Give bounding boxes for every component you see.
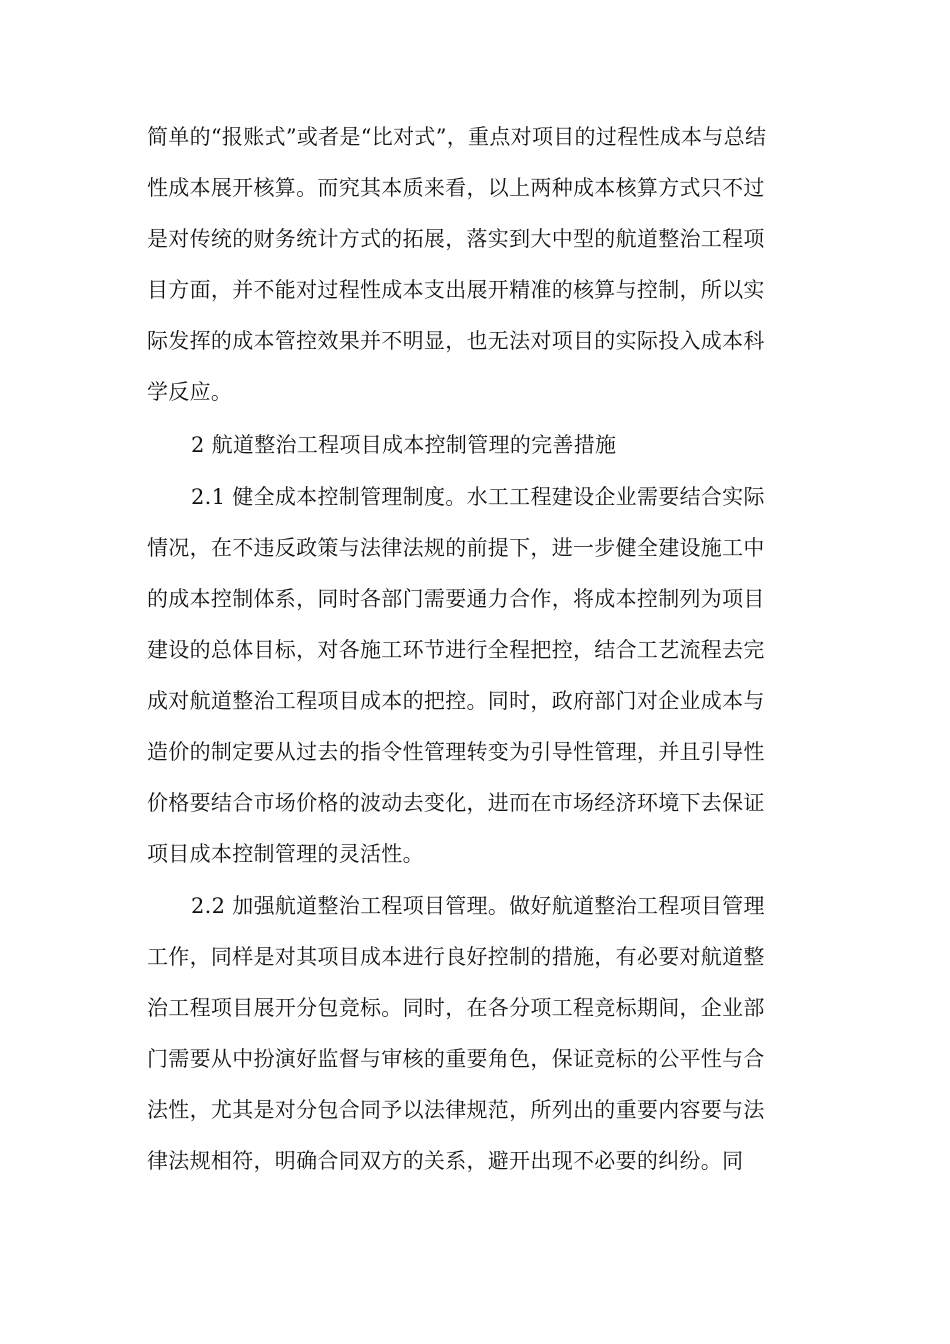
text-line: 2.1 健全成本控制管理制度。水工工程建设企业需要结合实际 <box>191 485 765 509</box>
text-line: 2.2 加强航道整治工程项目管理。做好航道整治工程项目管理 <box>191 894 765 918</box>
paragraph-cost-accounting <box>147 112 803 418</box>
paragraph-2-1 <box>147 472 803 880</box>
text-line: 治工程项目展开分包竞标。同时，在各分项工程竞标期间，企业部 <box>147 996 765 1020</box>
text-line: 学反应。 <box>147 380 233 404</box>
text-line: 的成本控制体系，同时各部门需要通力合作，将成本控制列为项目 <box>147 587 765 611</box>
text-line: 造价的制定要从过去的指令性管理转变为引导性管理，并且引导性 <box>147 740 765 764</box>
text-line: 际发挥的成本管控效果并不明显，也无法对项目的实际投入成本科 <box>147 329 765 353</box>
text-line: 目方面，并不能对过程性成本支出展开精准的核算与控制，所以实 <box>147 278 765 302</box>
paragraph-2-2 <box>147 881 803 1187</box>
text-line: 成对航道整治工程项目成本的把控。同时，政府部门对企业成本与 <box>147 689 765 713</box>
text-line: 工作，同样是对其项目成本进行良好控制的措施，有必要对航道整 <box>147 945 765 969</box>
text-line: 律法规相符，明确合同双方的关系，避开出现不必要的纠纷。同 <box>147 1149 744 1173</box>
heading-text: 2 航道整治工程项目成本控制管理的完善措施 <box>191 433 617 457</box>
text-line: 情况，在不违反政策与法律法规的前提下，进一步健全建设施工中 <box>147 536 765 560</box>
text-line: 建设的总体目标，对各施工环节进行全程把控，结合工艺流程去完 <box>147 638 765 662</box>
section-heading <box>147 420 803 471</box>
text-line: 项目成本控制管理的灵活性。 <box>147 842 424 866</box>
text-line: 价格要结合市场价格的波动去变化，进而在市场经济环境下去保证 <box>147 791 765 815</box>
text-line: 性成本展开核算。而究其本质来看，以上两种成本核算方式只不过 <box>147 176 765 200</box>
text-line: 简单的“报账式”或者是“比对式”，重点对项目的过程性成本与总结 <box>147 125 767 149</box>
text-line: 是对传统的财务统计方式的拓展，落实到大中型的航道整治工程项 <box>147 227 765 251</box>
text-line: 门需要从中扮演好监督与审核的重要角色，保证竞标的公平性与合 <box>147 1047 765 1071</box>
text-line: 法性，尤其是对分包合同予以法律规范，所列出的重要内容要与法 <box>147 1098 765 1122</box>
